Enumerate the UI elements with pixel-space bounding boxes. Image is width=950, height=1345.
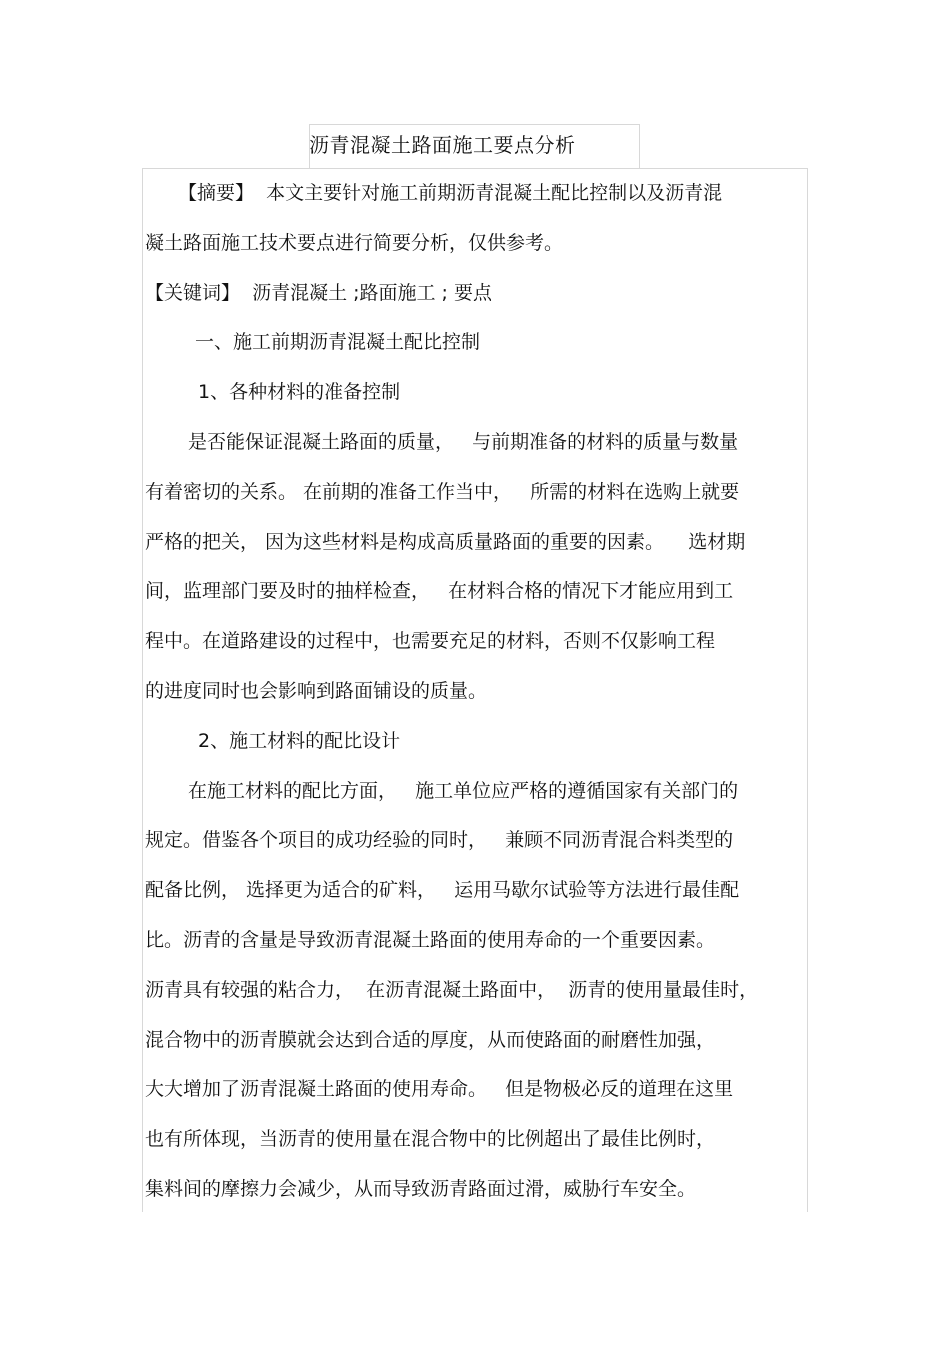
paragraph-line: 程中。在道路建设的过程中，也需要充足的材料，否则不仅影响工程 [145, 630, 716, 652]
paragraph-line: 集料间的摩擦力会减少，从而导致沥青路面过滑，威胁行车安全。 [145, 1178, 697, 1200]
document-title: 沥青混凝土路面施工要点分析 [309, 133, 576, 157]
paragraph-line: 在施工材料的配比方面， 施工单位应严格的遵循国家有关部门的 [188, 780, 739, 802]
paragraph-line: 也有所体现，当沥青的使用量在混合物中的比例超出了最佳比例时， [145, 1128, 716, 1150]
section-1-heading: 一、施工前期沥青混凝土配比控制 [195, 331, 481, 353]
abstract-line-1: 【摘要】 本文主要针对施工前期沥青混凝土配比控制以及沥青混 [178, 182, 723, 204]
subsection-2-heading: 2、施工材料的配比设计 [198, 730, 401, 752]
paragraph-line: 的进度同时也会影响到路面铺设的质量。 [145, 680, 488, 702]
paragraph-line: 有着密切的关系。 在前期的准备工作当中， 所需的材料在选购上就要 [145, 481, 740, 503]
abstract-line-2: 凝土路面施工技术要点进行简要分析，仅供参考。 [145, 232, 564, 254]
keywords-line: 【关键词】 沥青混凝土 ;路面施工 ; 要点 [145, 282, 493, 304]
paragraph-line: 间，监理部门要及时的抽样检查， 在材料合格的情况下才能应用到工 [145, 580, 734, 602]
subsection-1-heading: 1、各种材料的准备控制 [198, 381, 401, 403]
paragraph-line: 严格的把关， 因为这些材料是构成高质量路面的重要的因素。 选材期 [145, 531, 746, 553]
paragraph-line: 配备比例， 选择更为适合的矿料， 运用马歇尔试验等方法进行最佳配 [145, 879, 740, 901]
paragraph-line: 是否能保证混凝土路面的质量， 与前期准备的材料的质量与数量 [188, 431, 739, 453]
paragraph-line: 混合物中的沥青膜就会达到合适的厚度，从而使路面的耐磨性加强， [145, 1029, 716, 1051]
paragraph-line: 大大增加了沥青混凝土路面的使用寿命。 但是物极必反的道理在这里 [145, 1078, 734, 1100]
paragraph-line: 规定。借鉴各个项目的成功经验的同时， 兼顾不同沥青混合料类型的 [145, 829, 734, 851]
paragraph-line: 沥青具有较强的粘合力， 在沥青混凝土路面中， 沥青的使用量最佳时， [145, 979, 759, 1001]
paragraph-line: 比。沥青的含量是导致沥青混凝土路面的使用寿命的一个重要因素。 [145, 929, 716, 951]
